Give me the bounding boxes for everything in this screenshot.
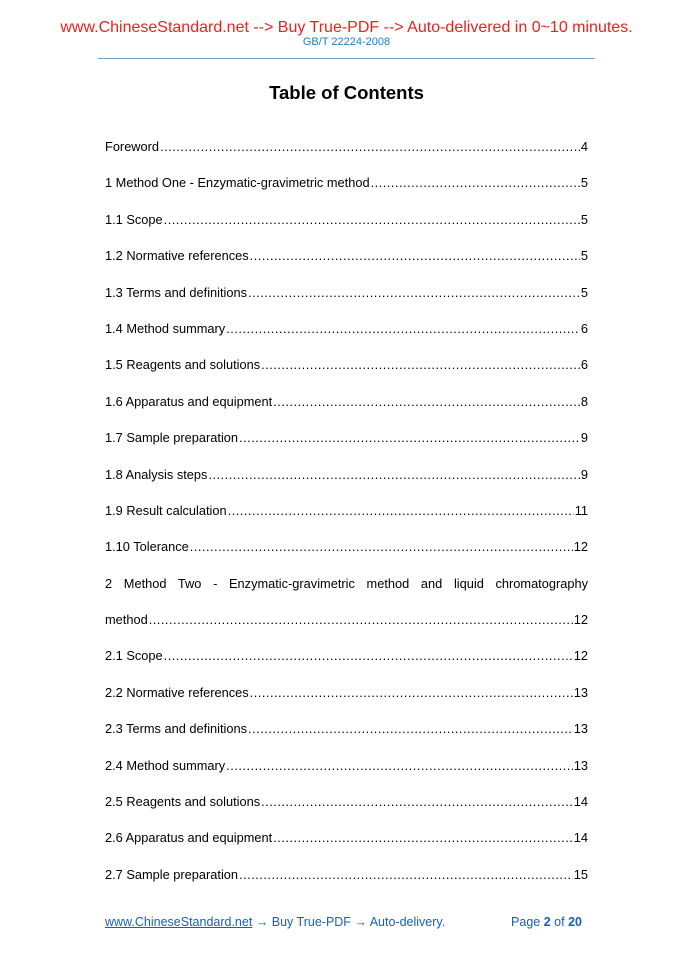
toc-leader-dots bbox=[190, 536, 573, 557]
toc-entry-label: 1.8 Analysis steps bbox=[105, 466, 208, 482]
toc-entry-2-5[interactable] bbox=[105, 791, 588, 827]
toc-leader-dots bbox=[226, 318, 580, 339]
toc-entry-foreword[interactable] bbox=[105, 136, 588, 172]
toc-entry-page: 5 bbox=[580, 248, 588, 264]
toc-entry-1-2[interactable] bbox=[105, 245, 588, 281]
toc-leader-dots bbox=[149, 609, 573, 630]
toc-entry-label: 1.3 Terms and definitions bbox=[105, 284, 248, 300]
toc-entry-2-6[interactable] bbox=[105, 827, 588, 863]
toc-entry-1-4[interactable] bbox=[105, 318, 588, 354]
page-current: 2 bbox=[543, 915, 551, 929]
toc-entry-label: 2.5 Reagents and solutions bbox=[105, 794, 261, 810]
page-word: Page bbox=[511, 915, 541, 929]
toc-entry-1-7[interactable] bbox=[105, 427, 588, 463]
table-of-contents bbox=[105, 136, 588, 900]
footer-link[interactable] bbox=[105, 915, 445, 929]
toc-entry-page: 11 bbox=[574, 502, 588, 518]
toc-entry-page: 15 bbox=[573, 866, 588, 882]
toc-entry-label: 2 Method Two - Enzymatic-gravimetric method and liquid chromatography bbox=[105, 575, 588, 591]
toc-leader-dots bbox=[239, 427, 580, 448]
toc-entry-label: 2.3 Terms and definitions bbox=[105, 721, 248, 737]
toc-leader-dots bbox=[371, 172, 580, 193]
footer-site-link[interactable]: www.ChineseStandard.net bbox=[105, 915, 253, 929]
toc-entry-page: 13 bbox=[573, 757, 588, 773]
toc-leader-dots bbox=[273, 391, 580, 412]
toc-entry-page: 12 bbox=[573, 648, 588, 664]
page-indicator bbox=[511, 915, 582, 929]
toc-entry-page: 5 bbox=[580, 211, 588, 227]
toc-leader-dots bbox=[248, 282, 580, 303]
header-divider bbox=[98, 58, 595, 59]
page-total: 20 bbox=[568, 915, 582, 929]
toc-leader-dots bbox=[261, 354, 580, 375]
toc-leader-dots bbox=[239, 864, 573, 885]
page-of: of bbox=[554, 915, 565, 929]
toc-entry-label: 1.4 Method summary bbox=[105, 320, 226, 336]
toc-entry-label: 1.5 Reagents and solutions bbox=[105, 357, 261, 373]
toc-entry-page: 14 bbox=[573, 794, 588, 810]
toc-leader-dots bbox=[226, 755, 573, 776]
toc-entry-label: Foreword bbox=[105, 139, 160, 154]
toc-entry-label: 2.6 Apparatus and equipment bbox=[105, 830, 273, 846]
toc-leader-dots bbox=[164, 645, 573, 666]
toc-entry-page: 5 bbox=[580, 175, 588, 191]
toc-entry-label: 2.1 Scope bbox=[105, 648, 163, 664]
toc-entry-page: 12 bbox=[573, 539, 588, 555]
toc-entry-1-3[interactable] bbox=[105, 282, 588, 318]
toc-leader-dots bbox=[164, 209, 580, 230]
toc-entry-page: 9 bbox=[580, 430, 588, 446]
top-banner-link[interactable]: www.ChineseStandard.net --> Buy True-PDF --> Auto-delivered in 0~10 minutes. bbox=[60, 19, 633, 36]
toc-entry-label: 1.9 Result calculation bbox=[105, 502, 227, 518]
toc-leader-dots bbox=[248, 718, 573, 739]
toc-leader-dots bbox=[228, 500, 574, 521]
toc-leader-dots bbox=[273, 827, 573, 848]
toc-entry-2-2[interactable] bbox=[105, 682, 588, 718]
toc-entry-page: 14 bbox=[573, 830, 588, 846]
toc-entry-1-9[interactable] bbox=[105, 500, 588, 536]
toc-entry-1-1[interactable] bbox=[105, 209, 588, 245]
toc-entry-label: 2.7 Sample preparation bbox=[105, 866, 239, 882]
toc-entry-page: 6 bbox=[580, 320, 588, 336]
toc-entry-2-3[interactable] bbox=[105, 718, 588, 754]
toc-leader-dots bbox=[208, 464, 579, 485]
toc-entry-page: 12 bbox=[573, 612, 588, 628]
toc-entry-label: 1.6 Apparatus and equipment bbox=[105, 393, 273, 409]
toc-leader-dots bbox=[250, 682, 573, 703]
page-title: Table of Contents bbox=[269, 82, 424, 103]
toc-entry-page: 9 bbox=[580, 466, 588, 482]
toc-entry-2-7[interactable] bbox=[105, 864, 588, 900]
toc-entry-label: 1.1 Scope bbox=[105, 211, 163, 227]
toc-entry-page: 6 bbox=[580, 357, 588, 373]
toc-entry-2-4[interactable] bbox=[105, 755, 588, 791]
toc-entry-label: 1.2 Normative references bbox=[105, 248, 249, 264]
toc-entry-1-5[interactable] bbox=[105, 354, 588, 390]
toc-entry-page: 13 bbox=[573, 721, 588, 737]
toc-entry-2-1[interactable] bbox=[105, 645, 588, 681]
toc-entry-label: 2.4 Method summary bbox=[105, 757, 226, 773]
toc-entry-label: method bbox=[105, 612, 148, 628]
footer-tagline: → Buy True-PDF → Auto-delivery. bbox=[252, 915, 446, 929]
toc-entry-label: 2.2 Normative references bbox=[105, 684, 249, 700]
toc-entry-1-6[interactable] bbox=[105, 391, 588, 427]
toc-entry-2[interactable] bbox=[105, 573, 588, 609]
toc-entry-2-continued[interactable] bbox=[105, 609, 588, 645]
toc-entry-label: 1 Method One - Enzymatic-gravimetric method bbox=[105, 175, 370, 191]
toc-entry-1-10[interactable] bbox=[105, 536, 588, 572]
toc-entry-page: 13 bbox=[573, 684, 588, 700]
toc-entry-label: 1.7 Sample preparation bbox=[105, 430, 239, 446]
toc-leader-dots bbox=[250, 245, 580, 266]
toc-entry-page: 8 bbox=[580, 393, 588, 409]
toc-entry-label: 1.10 Tolerance bbox=[105, 539, 189, 555]
standard-code: GB/T 22224-2008 bbox=[302, 36, 391, 48]
toc-entry-1-8[interactable] bbox=[105, 464, 588, 500]
toc-entry-1[interactable] bbox=[105, 172, 588, 208]
toc-entry-page: 5 bbox=[580, 284, 588, 300]
toc-leader-dots bbox=[160, 136, 580, 157]
toc-entry-page: 4 bbox=[580, 139, 588, 154]
toc-leader-dots bbox=[261, 791, 573, 812]
